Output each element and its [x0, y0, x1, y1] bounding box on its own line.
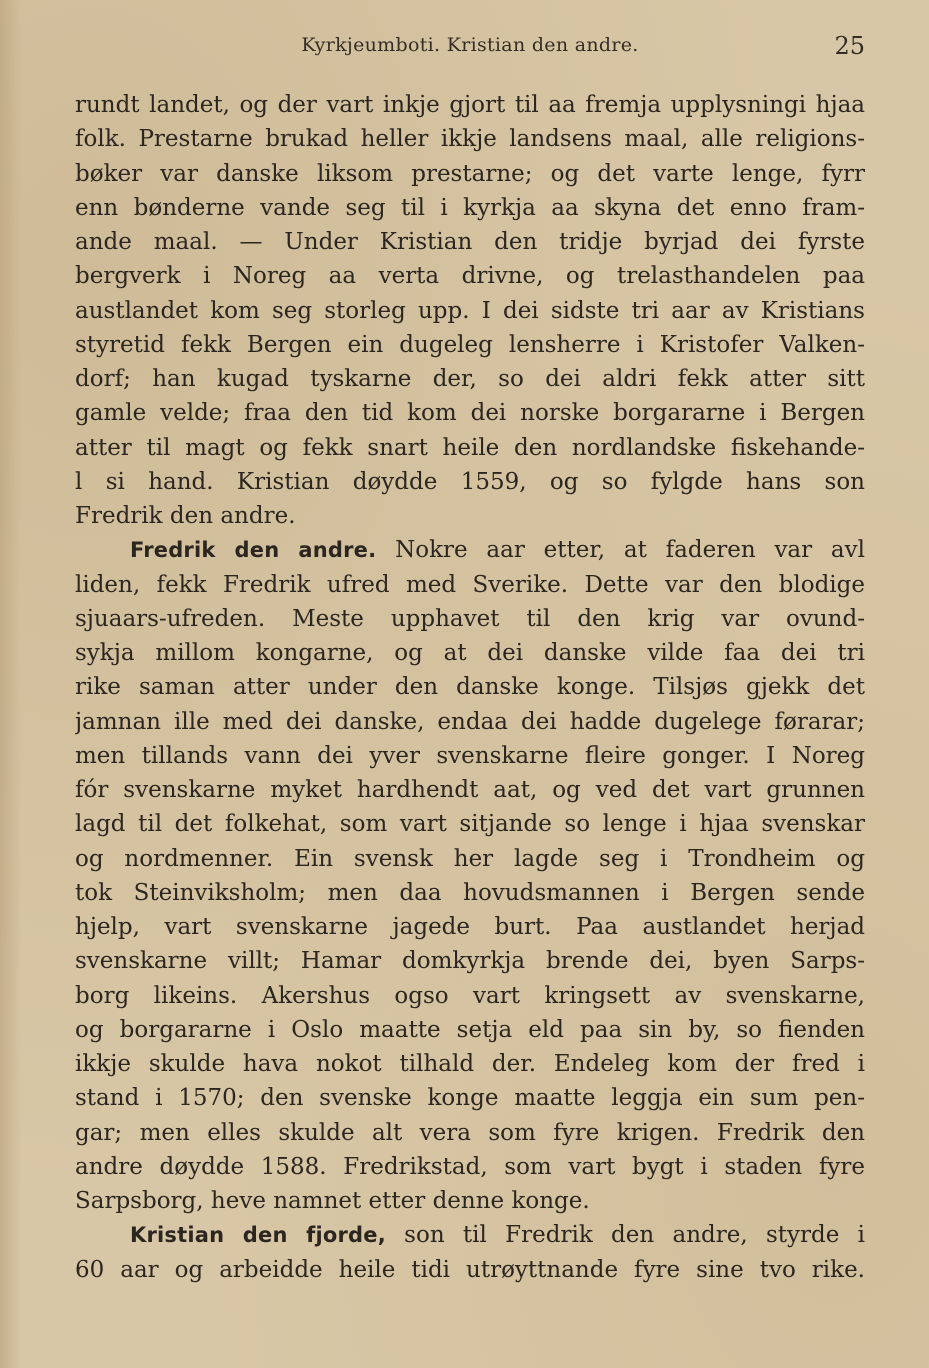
text-line: og nordmenner. Ein svensk her lagde seg i Trondheim og [75, 845, 865, 872]
text-line: andre døydde 1588. Fredrikstad, som vart bygt i staden fyre [75, 1153, 865, 1180]
text-line: sjuaars-ufreden. Meste upphavet til den krig var ovund- [75, 605, 865, 632]
section-heading: Kristian den fjorde, [130, 1223, 386, 1248]
text-line: gamle velde; fraa den tid kom dei norske borgararne i Bergen [75, 400, 865, 427]
text-line-rest: Nokre aar etter, at faderen var avl [376, 537, 865, 564]
text-line: lagd til det folkehat, som vart sitjande so lenge i hjaa svenskar [75, 811, 865, 838]
text-line: styretid fekk Bergen ein dugeleg lensherre i Kristofer Valken- [75, 331, 865, 358]
text-line: l si hand. Kristian døydde 1559, og so fylgde hans son [75, 468, 865, 495]
text-line: jamnan ille med dei danske, endaa dei hadde dugelege førarar; [75, 708, 865, 735]
page-number: 25 [834, 32, 865, 60]
text-line: dorf; han kugad tyskarne der, so dei aldri fekk atter sitt [75, 366, 865, 392]
text-line: stand i 1570; den svenske konge maatte leggja ein sum pen- [75, 1085, 865, 1112]
running-head [75, 32, 865, 62]
body-text [75, 88, 865, 1287]
text-line: men tillands vann dei yver svenskarne fleire gonger. I Noreg [75, 742, 865, 769]
text-line: liden, fekk Fredrik ufred med Sverike. Dette var den blodige [75, 571, 865, 598]
text-line: bøker var danske liksom prestarne; og det varte lenge, fyrr [75, 160, 865, 187]
text-line: borg likeins. Akershus ogso vart kringsett av svenskarne, [75, 982, 865, 1009]
text-line: tok Steinviksholm; men daa hovudsmannen i Bergen sende [75, 879, 865, 906]
text-line: rike saman atter under den danske konge. Tilsjøs gjekk det [75, 674, 865, 701]
text-line: gar; men elles skulde alt vera som fyre krigen. Fredrik den [75, 1119, 865, 1146]
text-line: og borgararne i Oslo maatte setja eld paa sin by, so fienden [75, 1016, 865, 1043]
text-line: svenskarne villt; Hamar domkyrkja brende dei, byen Sarps- [75, 948, 865, 975]
text-line: austlandet kom seg storleg upp. I dei sidste tri aar av Kristians [75, 297, 865, 324]
text-line: enn bønderne vande seg til i kyrkja aa skyna det enno fram- [75, 194, 865, 221]
text-line: hjelp, vart svenskarne jagede burt. Paa austlandet herjad [75, 914, 865, 940]
text-line-rest: son til Fredrik den andre, styrde i [385, 1222, 865, 1249]
text-line: bergverk i Noreg aa verta drivne, og trelasthandelen paa [75, 263, 865, 290]
text-line: rundt landet, og der vart inkje gjort til aa fremja upplysningi hjaa [75, 92, 865, 118]
text-line: Fredrik den andre. [75, 503, 296, 529]
text-line: sykja millom kongarne, og at dei danske vilde faa dei tri [75, 640, 865, 666]
text-line: fór svenskarne myket hardhendt aat, og ved det vart grunnen [75, 777, 865, 803]
text-line: atter til magt og fekk snart heile den nordlandske fiskehande- [75, 434, 865, 461]
text-line: 60 aar og arbeidde heile tidi utrøyttnande fyre sine tvo rike. [75, 1256, 865, 1283]
text-line: folk. Prestarne brukad heller ikkje landsens maal, alle religions- [75, 126, 865, 153]
text-line: ande maal. — Under Kristian den tridje byrjad dei fyrste [75, 229, 865, 255]
text-line: Sarpsborg, heve namnet etter denne konge. [75, 1188, 590, 1214]
section-heading: Fredrik den andre. [130, 538, 377, 563]
text-line: ikkje skulde hava nokot tilhald der. Endeleg kom der fred i [75, 1051, 865, 1077]
running-title: Kyrkjeumboti. Kristian den andre. [301, 34, 639, 56]
text-line-section-start [75, 1218, 865, 1252]
text-line-section-start [75, 533, 865, 567]
